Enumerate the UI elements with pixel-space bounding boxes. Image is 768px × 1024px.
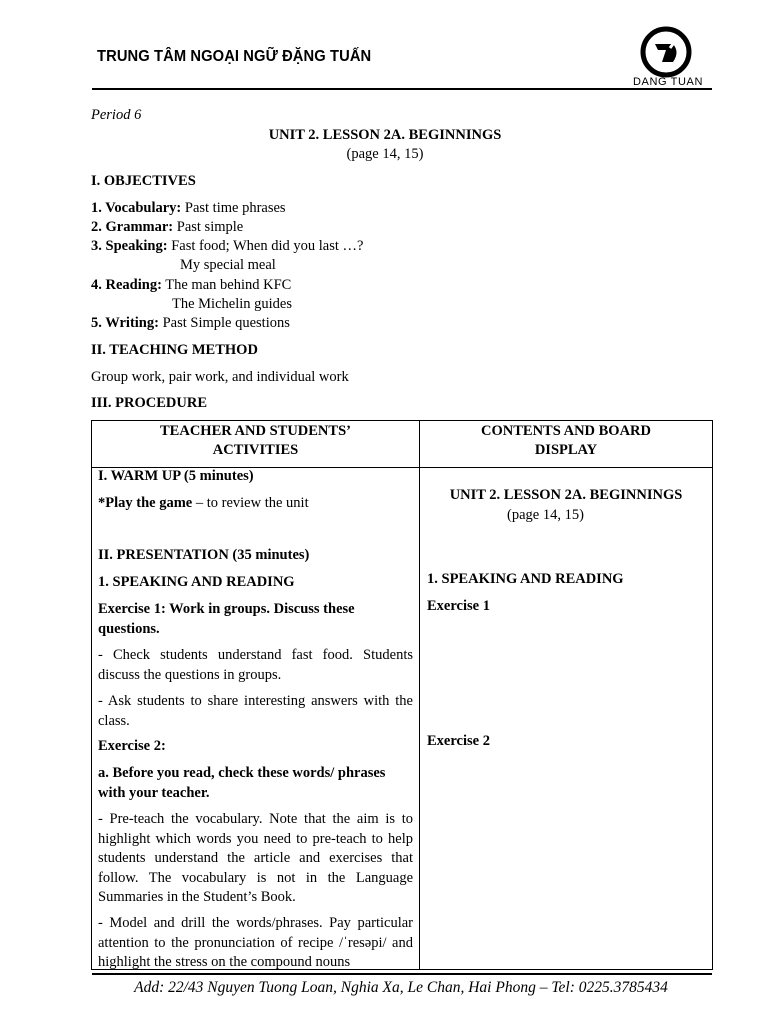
header-line: TEACHER AND STUDENTS’ [160, 423, 351, 439]
objective-label: 2. Grammar: [91, 219, 174, 235]
organization-name: TRUNG TÂM NGOẠI NGỮ ĐẶNG TUẤN [97, 48, 372, 65]
objective-text: Fast food; When did you last …? [167, 238, 364, 254]
objective-text: The man behind KFC [161, 277, 292, 293]
objective-speaking-extra: My special meal [180, 257, 276, 273]
objective-vocabulary [91, 200, 286, 217]
footer-address: Add: 22/43 Nguyen Tuong Loan, Nghia Xa, Le Chan, Hai Phong – Tel: 0225.3785434 [134, 979, 668, 996]
column-header-activities [92, 422, 419, 460]
exercise1-paragraph-2: - Ask students to share interesting answers with the class. [98, 693, 413, 729]
objective-writing [91, 315, 290, 332]
play-game-label: *Play the game [98, 495, 193, 511]
column-header-board [420, 422, 712, 460]
board-page-reference: (page 14, 15) [507, 507, 584, 523]
objective-speaking [91, 238, 363, 255]
play-game-text: – to review the unit [192, 495, 309, 511]
header-divider [92, 88, 712, 90]
header-line: DISPLAY [534, 442, 598, 458]
presentation-heading: II. PRESENTATION (35 minutes) [98, 547, 310, 563]
period-label: Period 6 [91, 107, 142, 123]
header-line: ACTIVITIES [212, 442, 299, 458]
board-unit-title: UNIT 2. LESSON 2A. BEGINNINGS [449, 487, 683, 503]
footer-divider [92, 973, 712, 975]
teaching-method-text: Group work, pair work, and individual work [91, 369, 349, 385]
teaching-method-heading: II. TEACHING METHOD [91, 342, 258, 358]
speaking-reading-heading: 1. SPEAKING AND READING [98, 574, 295, 590]
exercise1-title: Exercise 1: Work in groups. Discuss these questions. [98, 601, 355, 637]
objective-text: Past simple [173, 219, 244, 235]
objective-reading [91, 277, 291, 294]
objective-label: 5. Writing: [91, 315, 159, 331]
procedure-heading: III. PROCEDURE [91, 395, 208, 411]
play-game-line [98, 494, 413, 514]
logo-text: DANG TUAN [633, 76, 703, 88]
objective-grammar [91, 219, 243, 236]
objective-text: Past Simple questions [158, 315, 290, 331]
warmup-heading: I. WARM UP (5 minutes) [98, 468, 254, 484]
exercise2-paragraph-2: - Model and drill the words/phrases. Pay particular attention to the pronunciation of recipe /ˈresəpi/ and highlight the stress on the compound nouns [98, 915, 413, 970]
objective-label: 4. Reading: [91, 277, 162, 293]
objectives-heading: I. OBJECTIVES [91, 173, 196, 189]
board-exercise2: Exercise 2 [427, 733, 490, 749]
unit-title: UNIT 2. LESSON 2A. BEGINNINGS [268, 127, 502, 143]
objective-label: 3. Speaking: [91, 238, 168, 254]
dang-tuan-logo [640, 26, 692, 78]
objective-text: Past time phrases [181, 200, 286, 216]
exercise2a-title: a. Before you read, check these words/ phrases with your teacher. [98, 765, 386, 801]
objective-label: 1. Vocabulary: [91, 200, 182, 216]
board-exercise1: Exercise 1 [427, 598, 490, 614]
exercise2-title: Exercise 2: [98, 738, 166, 754]
exercise2-paragraph-1: - Pre-teach the vocabulary. Note that the aim is to highlight which words you need to pre-teach to help students understand the article and exercises that follow. The vocabulary is not in the Language Summaries in the Student’s Book. [98, 811, 413, 905]
exercise1-paragraph-1: - Check students understand fast food. Students discuss the questions in groups. [98, 647, 413, 683]
page-reference: (page 14, 15) [346, 146, 424, 162]
board-speaking-reading: 1. SPEAKING AND READING [427, 571, 624, 587]
objective-reading-extra: The Michelin guides [172, 296, 293, 312]
header-line: CONTENTS AND BOARD [481, 423, 651, 439]
